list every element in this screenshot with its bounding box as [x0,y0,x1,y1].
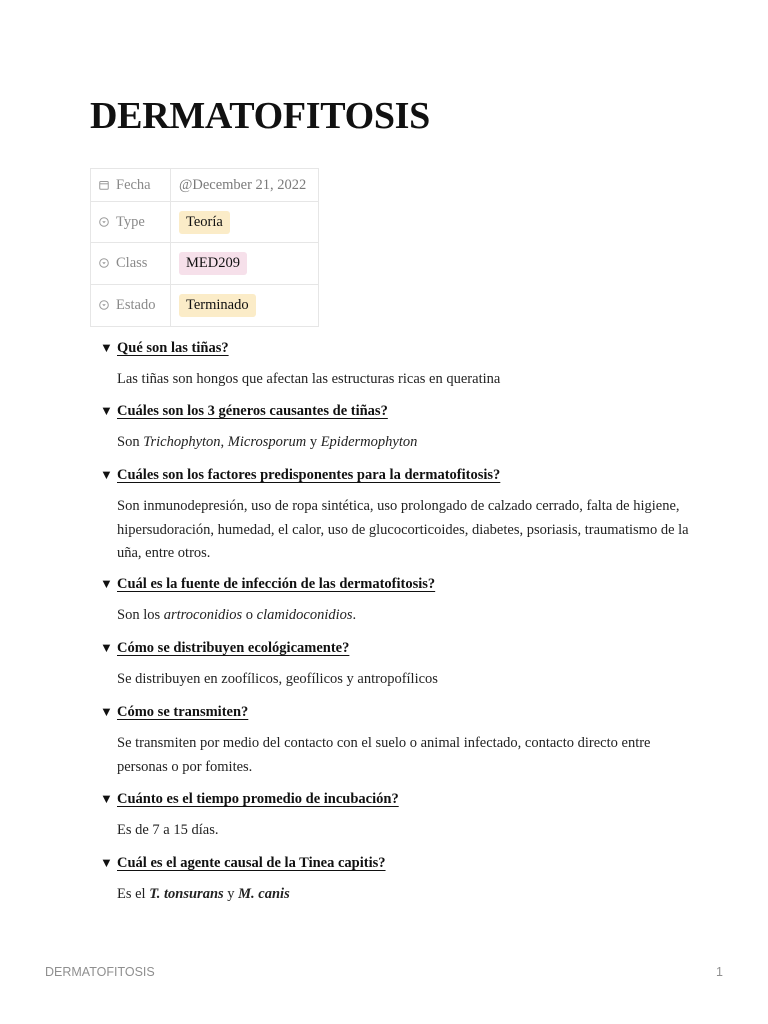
property-row-class [91,243,319,285]
toggle-triangle-icon[interactable]: ▼ [100,704,113,719]
toggle-answer [117,883,690,907]
answer-text: T. tonsurans [149,886,224,902]
status-tag[interactable]: Terminado [179,294,256,317]
property-key-cell [91,285,171,327]
property-row-fecha [91,169,319,202]
page-number: 1 [716,965,723,979]
toggle-block [100,638,690,692]
answer-text: Se distribuyen en zoofílicos, geofílicos y antropofílicos [117,671,438,687]
answer-text: o [242,607,257,623]
answer-text: Son [117,434,144,450]
toggle-triangle-icon[interactable]: ▼ [100,791,113,806]
answer-text: y [306,434,321,450]
property-value-cell[interactable] [171,285,319,327]
answer-text: . [352,607,357,623]
property-key-label: Fecha [116,176,151,193]
property-key-cell [91,169,171,202]
properties-table [90,168,319,327]
property-value-cell[interactable] [171,169,319,202]
toggle-block [100,338,690,392]
toggle-question[interactable]: Cuáles son los 3 géneros causantes de tiñas? [117,403,388,419]
toggle-question[interactable]: Cómo se transmiten? [117,704,249,720]
select-icon [99,258,109,268]
toggle-triangle-icon[interactable]: ▼ [100,403,113,418]
toggle-answer [117,431,690,455]
toggle-block [100,702,690,779]
toggle-triangle-icon[interactable]: ▼ [100,467,113,482]
toggle-block [100,853,690,907]
toggle-heading[interactable] [100,401,690,421]
toggle-heading[interactable] [100,789,690,809]
property-key-label: Class [116,255,148,271]
toggle-heading[interactable] [100,465,690,485]
toggle-question[interactable]: Qué son las tiñas? [117,340,229,356]
property-value-cell[interactable] [171,243,319,285]
toggle-answer [117,495,690,566]
toggle-block [100,465,690,566]
property-key-cell [91,202,171,243]
answer-text: clamidoconidios [256,607,353,623]
toggle-answer [117,368,690,392]
toggle-block [100,401,690,455]
toggle-question[interactable]: Cuáles son los factores predisponentes para la dermatofitosis? [117,467,501,483]
type-tag[interactable]: Teoría [179,211,230,234]
property-row-type [91,202,319,243]
toggle-question[interactable]: Cuánto es el tiempo promedio de incubación? [117,791,399,807]
toggle-answer [117,819,690,843]
answer-text: Son los [117,607,164,623]
toggle-heading[interactable] [100,702,690,722]
calendar-icon [99,180,109,190]
toggle-heading[interactable] [100,574,690,594]
property-value-cell[interactable] [171,202,319,243]
toggle-block [100,789,690,843]
property-key-label: Estado [116,297,156,313]
toggle-answer [117,604,690,628]
answer-text: Trichophyton [143,434,221,450]
toggle-question[interactable]: Cuál es la fuente de infección de las dermatofitosis? [117,576,436,592]
property-key-label: Type [116,213,145,230]
answer-text: y [223,886,239,902]
toggle-triangle-icon[interactable]: ▼ [100,340,113,355]
toggle-answer [117,668,690,692]
toggle-triangle-icon[interactable]: ▼ [100,855,113,870]
toggle-heading[interactable] [100,338,690,358]
toggle-question[interactable]: Cómo se distribuyen ecológicamente? [117,640,350,656]
answer-text: M. canis [238,886,290,902]
select-icon [99,217,109,227]
answer-text: Las tiñas son hongos que afectan las estructuras ricas en queratina [117,371,501,387]
answer-text: Microsporum [227,434,307,450]
answer-text: Es de 7 a 15 días. [117,822,219,838]
property-row-estado [91,285,319,327]
footer-title: DERMATOFITOSIS [45,965,155,979]
toggle-heading[interactable] [100,853,690,873]
class-tag[interactable]: MED209 [179,252,247,275]
answer-text: , [220,434,228,450]
property-key-cell [91,243,171,285]
date-value[interactable]: @December 21, 2022 [179,176,307,193]
toggle-triangle-icon[interactable]: ▼ [100,576,113,591]
answer-text: artroconidios [163,607,243,623]
answer-text: Se transmiten por medio del contacto con el suelo o animal infectado, contacto directo entre personas o por fomites. [117,735,651,775]
answer-text: Epidermophyton [320,434,418,450]
toggle-block [100,574,690,628]
toggle-heading[interactable] [100,638,690,658]
select-icon [99,300,109,310]
toggle-question[interactable]: Cuál es el agente causal de la Tinea capitis? [117,855,386,871]
page-title: DERMATOFITOSIS [90,95,431,137]
answer-text: Es el [117,886,150,902]
toggle-answer [117,732,690,779]
toggle-triangle-icon[interactable]: ▼ [100,640,113,655]
answer-text: Son inmunodepresión, uso de ropa sintética, uso prolongado de calzado cerrado, falta de higiene, hipersudoración, humedad, el calor, uso de glucocorticoides, diabetes, psoriasis, traumatismo de la uña, entre otros. [117,498,689,561]
